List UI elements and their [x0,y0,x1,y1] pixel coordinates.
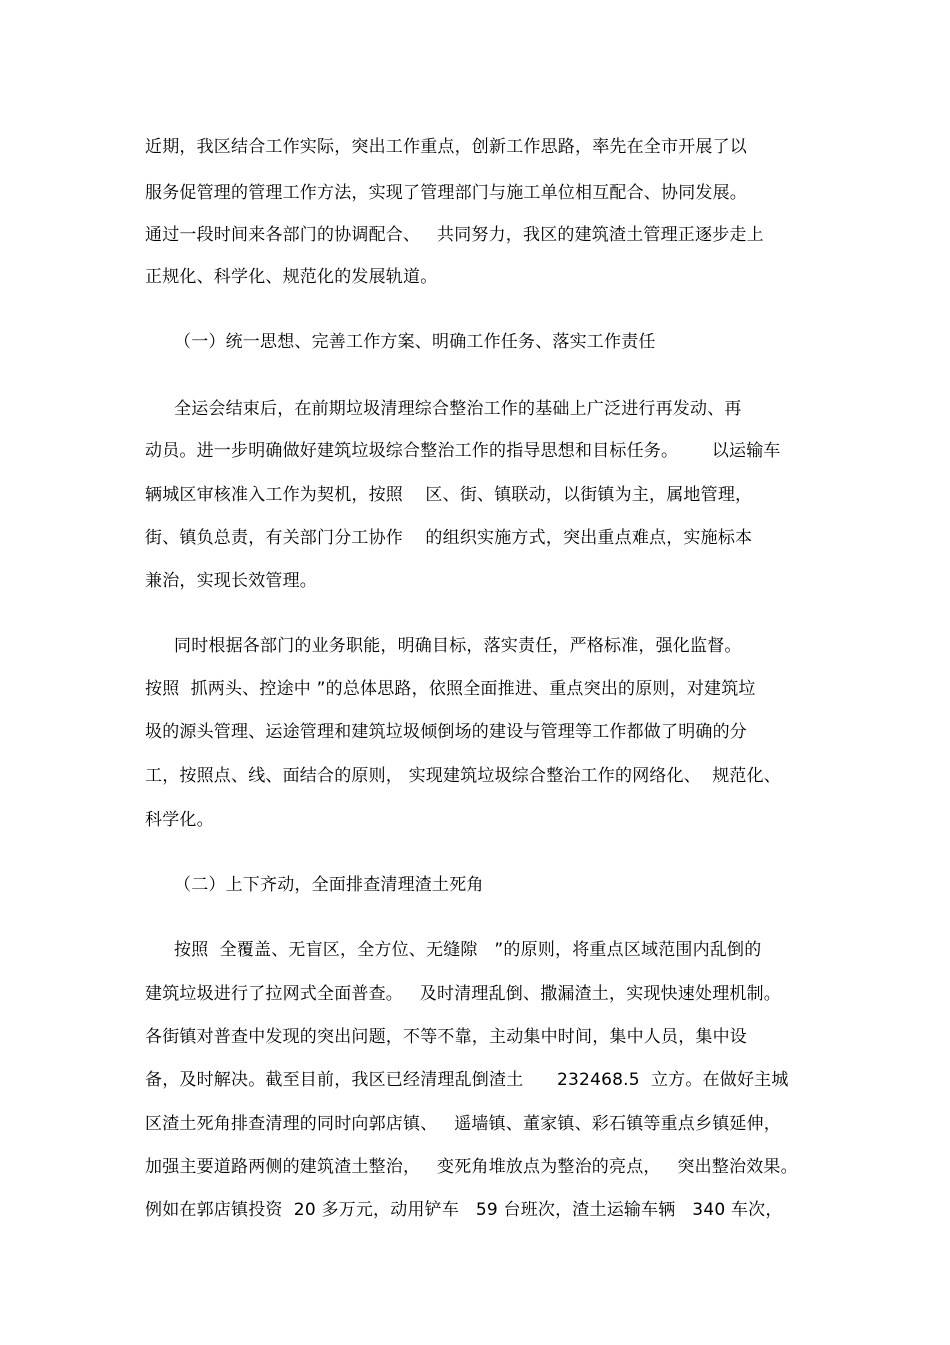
paragraph-4-line-1: 按照 全覆盖、无盲区，全方位、无缝隙 ”的原则，将重点区域范围内乱倒的 [174,940,762,960]
paragraph-3-line-4: 工，按照点、线、面结合的原则， 实现建筑垃圾综合整治工作的网络化、 规范化、 [145,766,782,786]
paragraph-4-line-5: 区渣土死角排查清理的同时向郭店镇、 遥墙镇、董家镇、彩石镇等重点乡镇延伸， [145,1114,782,1134]
paragraph-1-line-4: 正规化、科学化、规范化的发展轨道。 [145,267,438,287]
paragraph-4-line-4: 备，及时解决。截至目前，我区已经清理乱倒渣土 232468.5 立方。在做好主城 [145,1070,789,1090]
paragraph-4-line-2: 建筑垃圾进行了拉网式全面普查。 及时清理乱倒、撒漏渣土，实现快速处理机制。 [145,984,782,1004]
paragraph-2-line-2: 动员。进一步明确做好建筑垃圾综合整治工作的指导思想和目标任务。 以运输车 [145,441,781,461]
paragraph-2-line-3: 辆城区审核准入工作为契机，按照 区、街、镇联动，以街镇为主，属地管理， [145,485,753,505]
paragraph-2-line-5: 兼治，实现长效管理。 [145,571,317,591]
paragraph-3-line-5: 科学化。 [145,810,214,830]
paragraph-3-line-2: 按照 抓两头、控途中 ”的总体思路，依照全面推进、重点突出的原则，对建筑垃 [145,679,756,699]
paragraph-1-line-2: 服务促管理的管理工作方法，实现了管理部门与施工单位相互配合、协同发展。 [145,183,747,203]
paragraph-1-line-1: 近期，我区结合工作实际，突出工作重点，创新工作思路，率先在全市开展了以 [145,137,747,157]
paragraph-4-line-7: 例如在郭店镇投资 20 多万元，动用铲车 59 台班次，渣土运输车辆 340 车次， [145,1200,783,1220]
paragraph-2-line-1: 全运会结束后，在前期垃圾清理综合整治工作的基础上广泛进行再发动、再 [174,399,742,419]
paragraph-2-line-4: 街、镇负总责，有关部门分工协作 的组织实施方式，突出重点难点，实施标本 [145,528,753,548]
section-heading-1: （一）统一思想、完善工作方案、明确工作任务、落实工作责任 [174,332,656,352]
paragraph-3-line-3: 圾的源头管理、运途管理和建筑垃圾倾倒场的建设与管理等工作都做了明确的分 [145,722,747,742]
section-heading-2: （二）上下齐动，全面排查清理渣土死角 [174,875,484,895]
paragraph-4-line-3: 各街镇对普查中发现的突出问题，不等不靠，主动集中时间，集中人员，集中设 [145,1027,747,1047]
paragraph-3-line-1: 同时根据各部门的业务职能，明确目标，落实责任，严格标准，强化监督。 [174,636,742,656]
paragraph-1-line-3: 通过一段时间来各部门的协调配合、 共同努力，我区的建筑渣土管理正逐步走上 [145,225,764,245]
paragraph-4-line-6: 加强主要道路两侧的建筑渣土整治， 变死角堆放点为整治的亮点， 突出整治效果。 [145,1157,798,1177]
